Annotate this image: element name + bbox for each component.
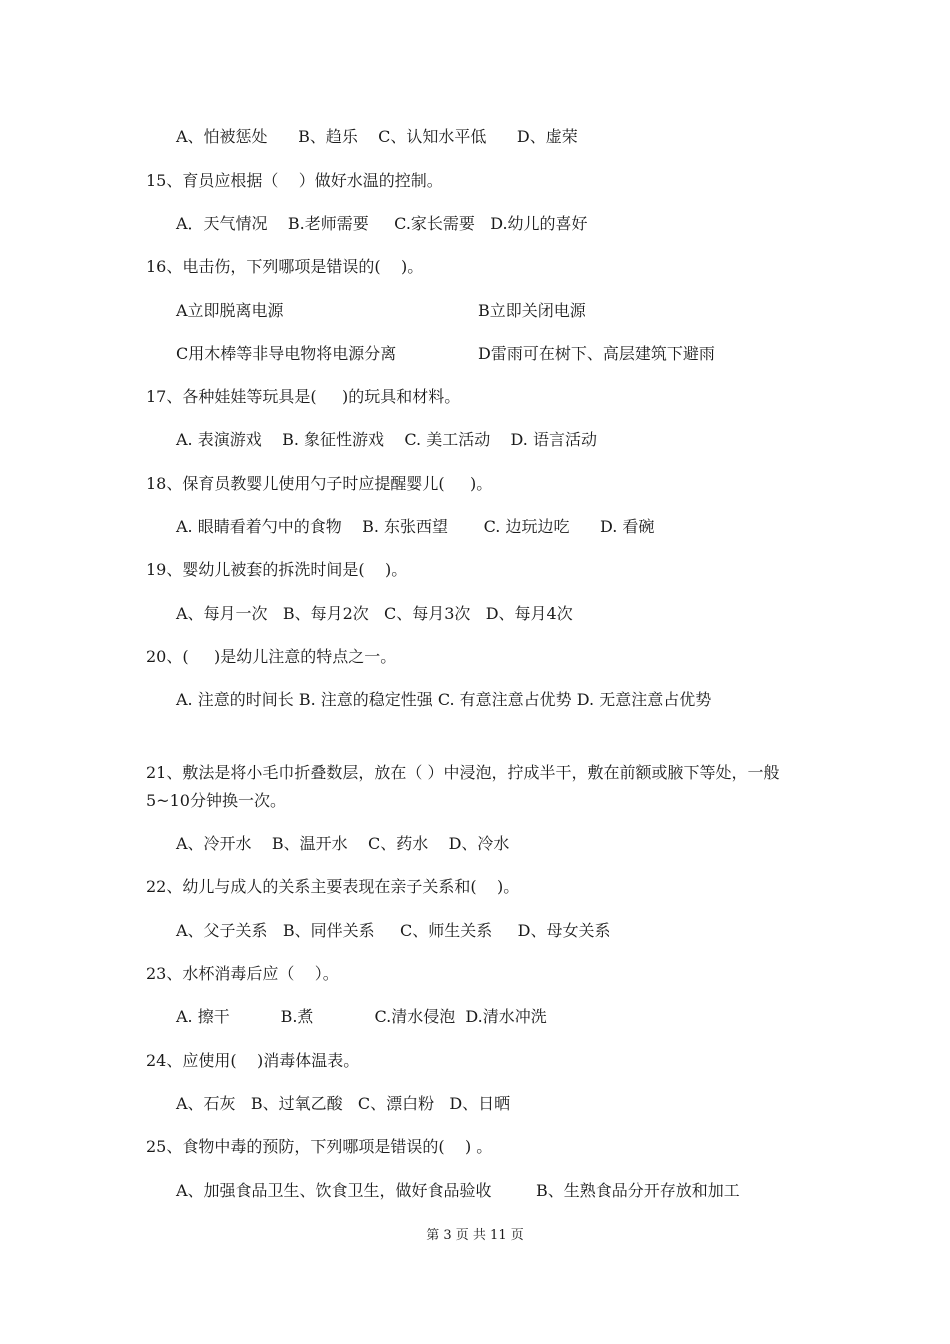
- q23-options: A. 擦干 B.煮 C.清水侵泡 D.清水冲洗: [176, 1007, 547, 1026]
- q25-option-b: B、生熟食品分开存放和加工: [536, 1181, 740, 1200]
- q20-options: A. 注意的时间长 B. 注意的稳定性强 C. 有意注意占优势 D. 无意注意占优势: [176, 690, 712, 709]
- q22-options: A、父子关系 B、同伴关系 C、师生关系 D、母女关系: [176, 921, 611, 940]
- q18-question: 18、保育员教婴儿使用勺子时应提醒婴儿( )。: [146, 474, 493, 493]
- q17-question: 17、各种娃娃等玩具是( )的玩具和材料。: [146, 387, 461, 406]
- q24-question: 24、应使用( )消毒体温表。: [146, 1051, 360, 1070]
- q15-question: 15、育员应根据（ ）做好水温的控制。: [146, 171, 443, 190]
- q15-options: A．天气情况 B.老师需要 C.家长需要 D.幼儿的喜好: [176, 214, 588, 233]
- q16-option-a: A立即脱离电源: [176, 301, 284, 320]
- q19-options: A、每月一次 B、每月2次 C、每月3次 D、每月4次: [176, 604, 573, 623]
- page-footer: 第 3 页 共 11 页: [426, 1228, 524, 1243]
- q14-options: A、怕被惩处 B、趋乐 C、认知水平低 D、虚荣: [176, 127, 578, 146]
- q16-option-b: B立即关闭电源: [478, 301, 586, 320]
- q21-question: 21、敷法是将小毛巾折叠数层，放在（ ）中浸泡，拧成半干，敷在前额或腋下等处，一般5~10分钟换一次。: [146, 763, 780, 810]
- q16-question: 16、电击伤，下列哪项是错误的( )。: [146, 257, 424, 276]
- q25-question: 25、食物中毒的预防，下列哪项是错误的( ) 。: [146, 1137, 493, 1156]
- q22-question: 22、幼儿与成人的关系主要表现在亲子关系和( )。: [146, 877, 520, 896]
- q17-options: A. 表演游戏 B. 象征性游戏 C. 美工活动 D. 语言活动: [176, 430, 597, 449]
- q23-question: 23、水杯消毒后应（ ）。: [146, 964, 339, 983]
- q16-option-d: D雷雨可在树下、高层建筑下避雨: [478, 344, 715, 363]
- q18-options: A. 眼睛看着勺中的食物 B. 东张西望 C. 边玩边吃 D. 看碗: [176, 517, 655, 536]
- q25-option-a: A、加强食品卫生、饮食卫生，做好食品验收: [176, 1181, 492, 1200]
- q21-options: A、冷开水 B、温开水 C、药水 D、冷水: [176, 834, 510, 853]
- q24-options: A、石灰 B、过氧乙酸 C、漂白粉 D、日晒: [176, 1094, 511, 1113]
- q20-question: 20、( )是幼儿注意的特点之一。: [146, 647, 397, 666]
- q19-question: 19、婴幼儿被套的拆洗时间是( )。: [146, 560, 408, 579]
- q16-option-c: C用木棒等非导电物将电源分离: [176, 344, 397, 363]
